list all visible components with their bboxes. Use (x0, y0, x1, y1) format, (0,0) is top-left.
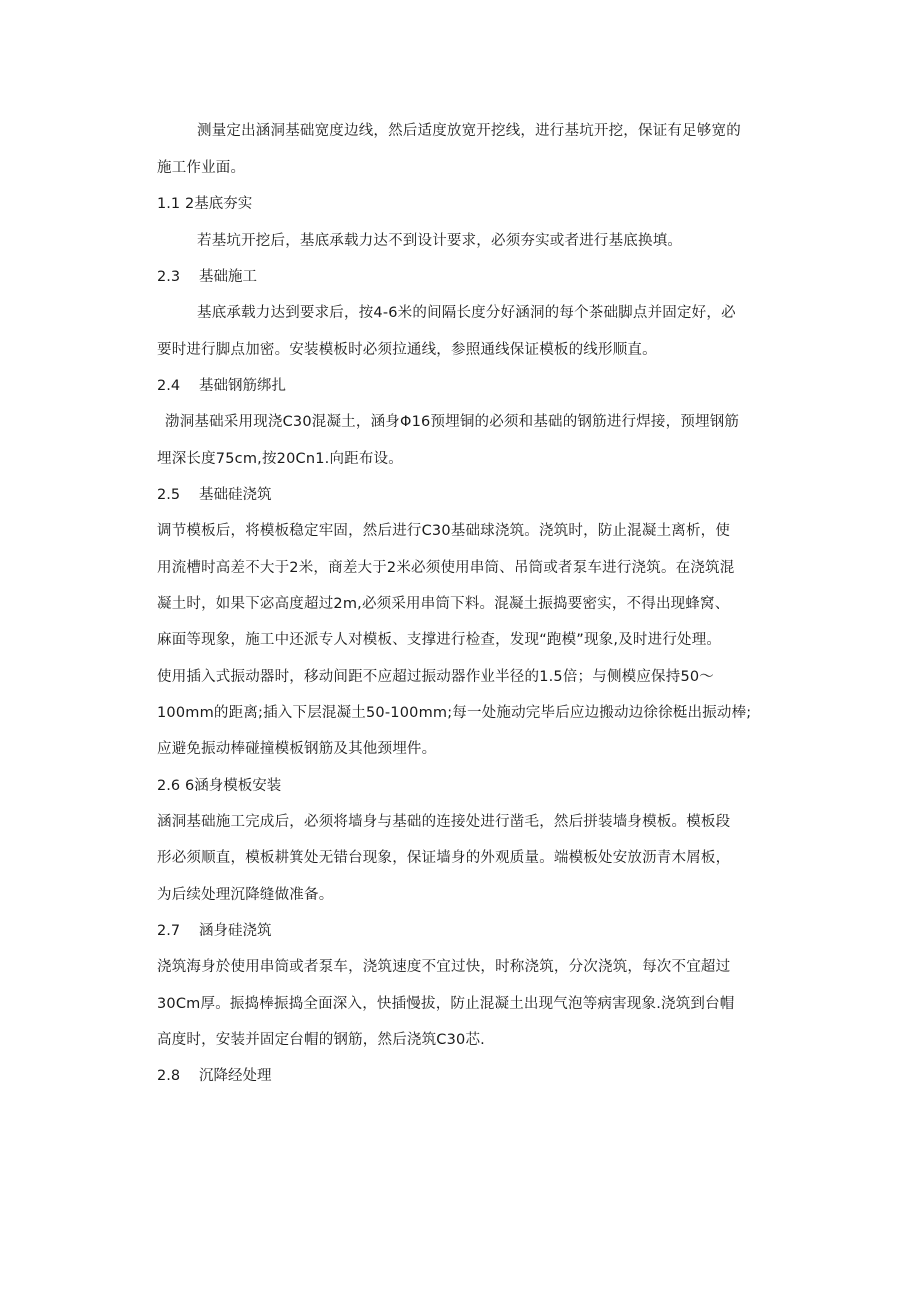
paragraph-line: 测量定出涵洞基础宽度边线，然后适度放宽开挖线，进行基坑开挖，保证有足够宽的 (197, 123, 741, 139)
paragraph-line: 要时进行脚点加密。安装模板时必须拉通线，参照通线保证模板的线形顺直。 (157, 342, 657, 358)
section-heading (157, 776, 281, 796)
section-number: 1.1 (157, 196, 181, 212)
section-title: 基础施工 (199, 269, 257, 285)
section-title: 6涵身模板安装 (185, 778, 282, 794)
section-heading (157, 1066, 272, 1086)
section-heading (157, 194, 252, 214)
paragraph-line: 100mm的距离;插入下层混凝土50-100mm;每一处施动完毕后应边搬动边徐徐梃出振动棒; (157, 705, 752, 721)
paragraph-line: 若基坑开挖后，基底承载力达不到设计要求，必须夯实或者进行基底换填。 (197, 233, 683, 249)
paragraph-line: 麻面等现象，施工中还派专人对模板、支撑进行检查，发现“跑模”现象,及时进行处理。 (157, 632, 722, 648)
paragraph-line: 形必须顺直，模板耕箕处无错台现象，保证墙身的外观质量。端模板处安放沥青木屑板， (157, 850, 731, 866)
section-title: 基础钢筋绑扎 (199, 378, 286, 394)
section-heading (157, 921, 272, 941)
section-number: 2.4 (157, 378, 181, 394)
paragraph-line: 浇筑海身於使用串筒或者泵车，浇筑速度不宜过快，时称浇筑，分次浇筑，每次不宜超过 (157, 959, 731, 975)
paragraph-line: 调节模板后，将模板稳定牢固，然后进行C30基础球浇筑。浇筑时，防止混凝土离析，使 (157, 523, 731, 539)
section-number: 2.8 (157, 1068, 181, 1084)
section-heading (157, 485, 272, 505)
section-number: 2.7 (157, 923, 181, 939)
section-title: 基础硅浇筑 (199, 487, 272, 503)
paragraph-line: 使用插入式振动器时，移动间距不应超过振动器作业半径的1.5倍；与侧模应保持50〜 (157, 669, 715, 685)
paragraph-line: 应避免振动棒碰撞模板钢筋及其他颈埋件。 (157, 741, 437, 757)
section-number: 2.6 (157, 778, 181, 794)
paragraph-line: 施工作业面。 (157, 160, 246, 176)
paragraph-line: 渤洞基础采用现浇C30混凝土，涵身Φ16预埋铜的必须和基础的钢筋进行焊接，预埋钢筋 (165, 414, 740, 430)
paragraph-line: 为后续处理沉降缝做准备。 (157, 887, 334, 903)
paragraph-line: 涵洞基础施工完成后，必须将墙身与基础的连接处进行凿毛，然后拼装墙身模板。模板段 (157, 814, 731, 830)
paragraph-line: 基底承载力达到要求后，按4-6米的间隔长度分好涵洞的每个茶础脚点并固定好，必 (197, 305, 736, 321)
section-heading (157, 376, 286, 396)
paragraph-line: 凝土时，如果下宓高度超过2m,必须采用串筒下料。混凝土振捣要密实，不得出现蜂窝、 (157, 596, 730, 612)
paragraph-line: 埋深长度75cm,按20Cn1.向距布设。 (157, 451, 403, 467)
paragraph-line: 30Cm厚。振捣棒振捣全面深入，快插慢拔，防止混凝土出现气泡等病害现象.浇筑到台帽 (157, 996, 735, 1012)
paragraph-line: 用流槽时高差不大于2米，商差大于2米必须使用串筒、吊筒或者泵车进行浇筑。在浇筑混 (157, 560, 735, 576)
section-title: 2基底夯实 (185, 196, 253, 212)
section-number: 2.5 (157, 487, 181, 503)
section-heading (157, 267, 257, 287)
section-number: 2.3 (157, 269, 181, 285)
paragraph-line: 高度时，安装并固定台帽的钢筋，然后浇筑C30芯. (157, 1032, 485, 1048)
section-title: 涵身硅浇筑 (199, 923, 272, 939)
section-title: 沉降经处理 (199, 1068, 272, 1084)
